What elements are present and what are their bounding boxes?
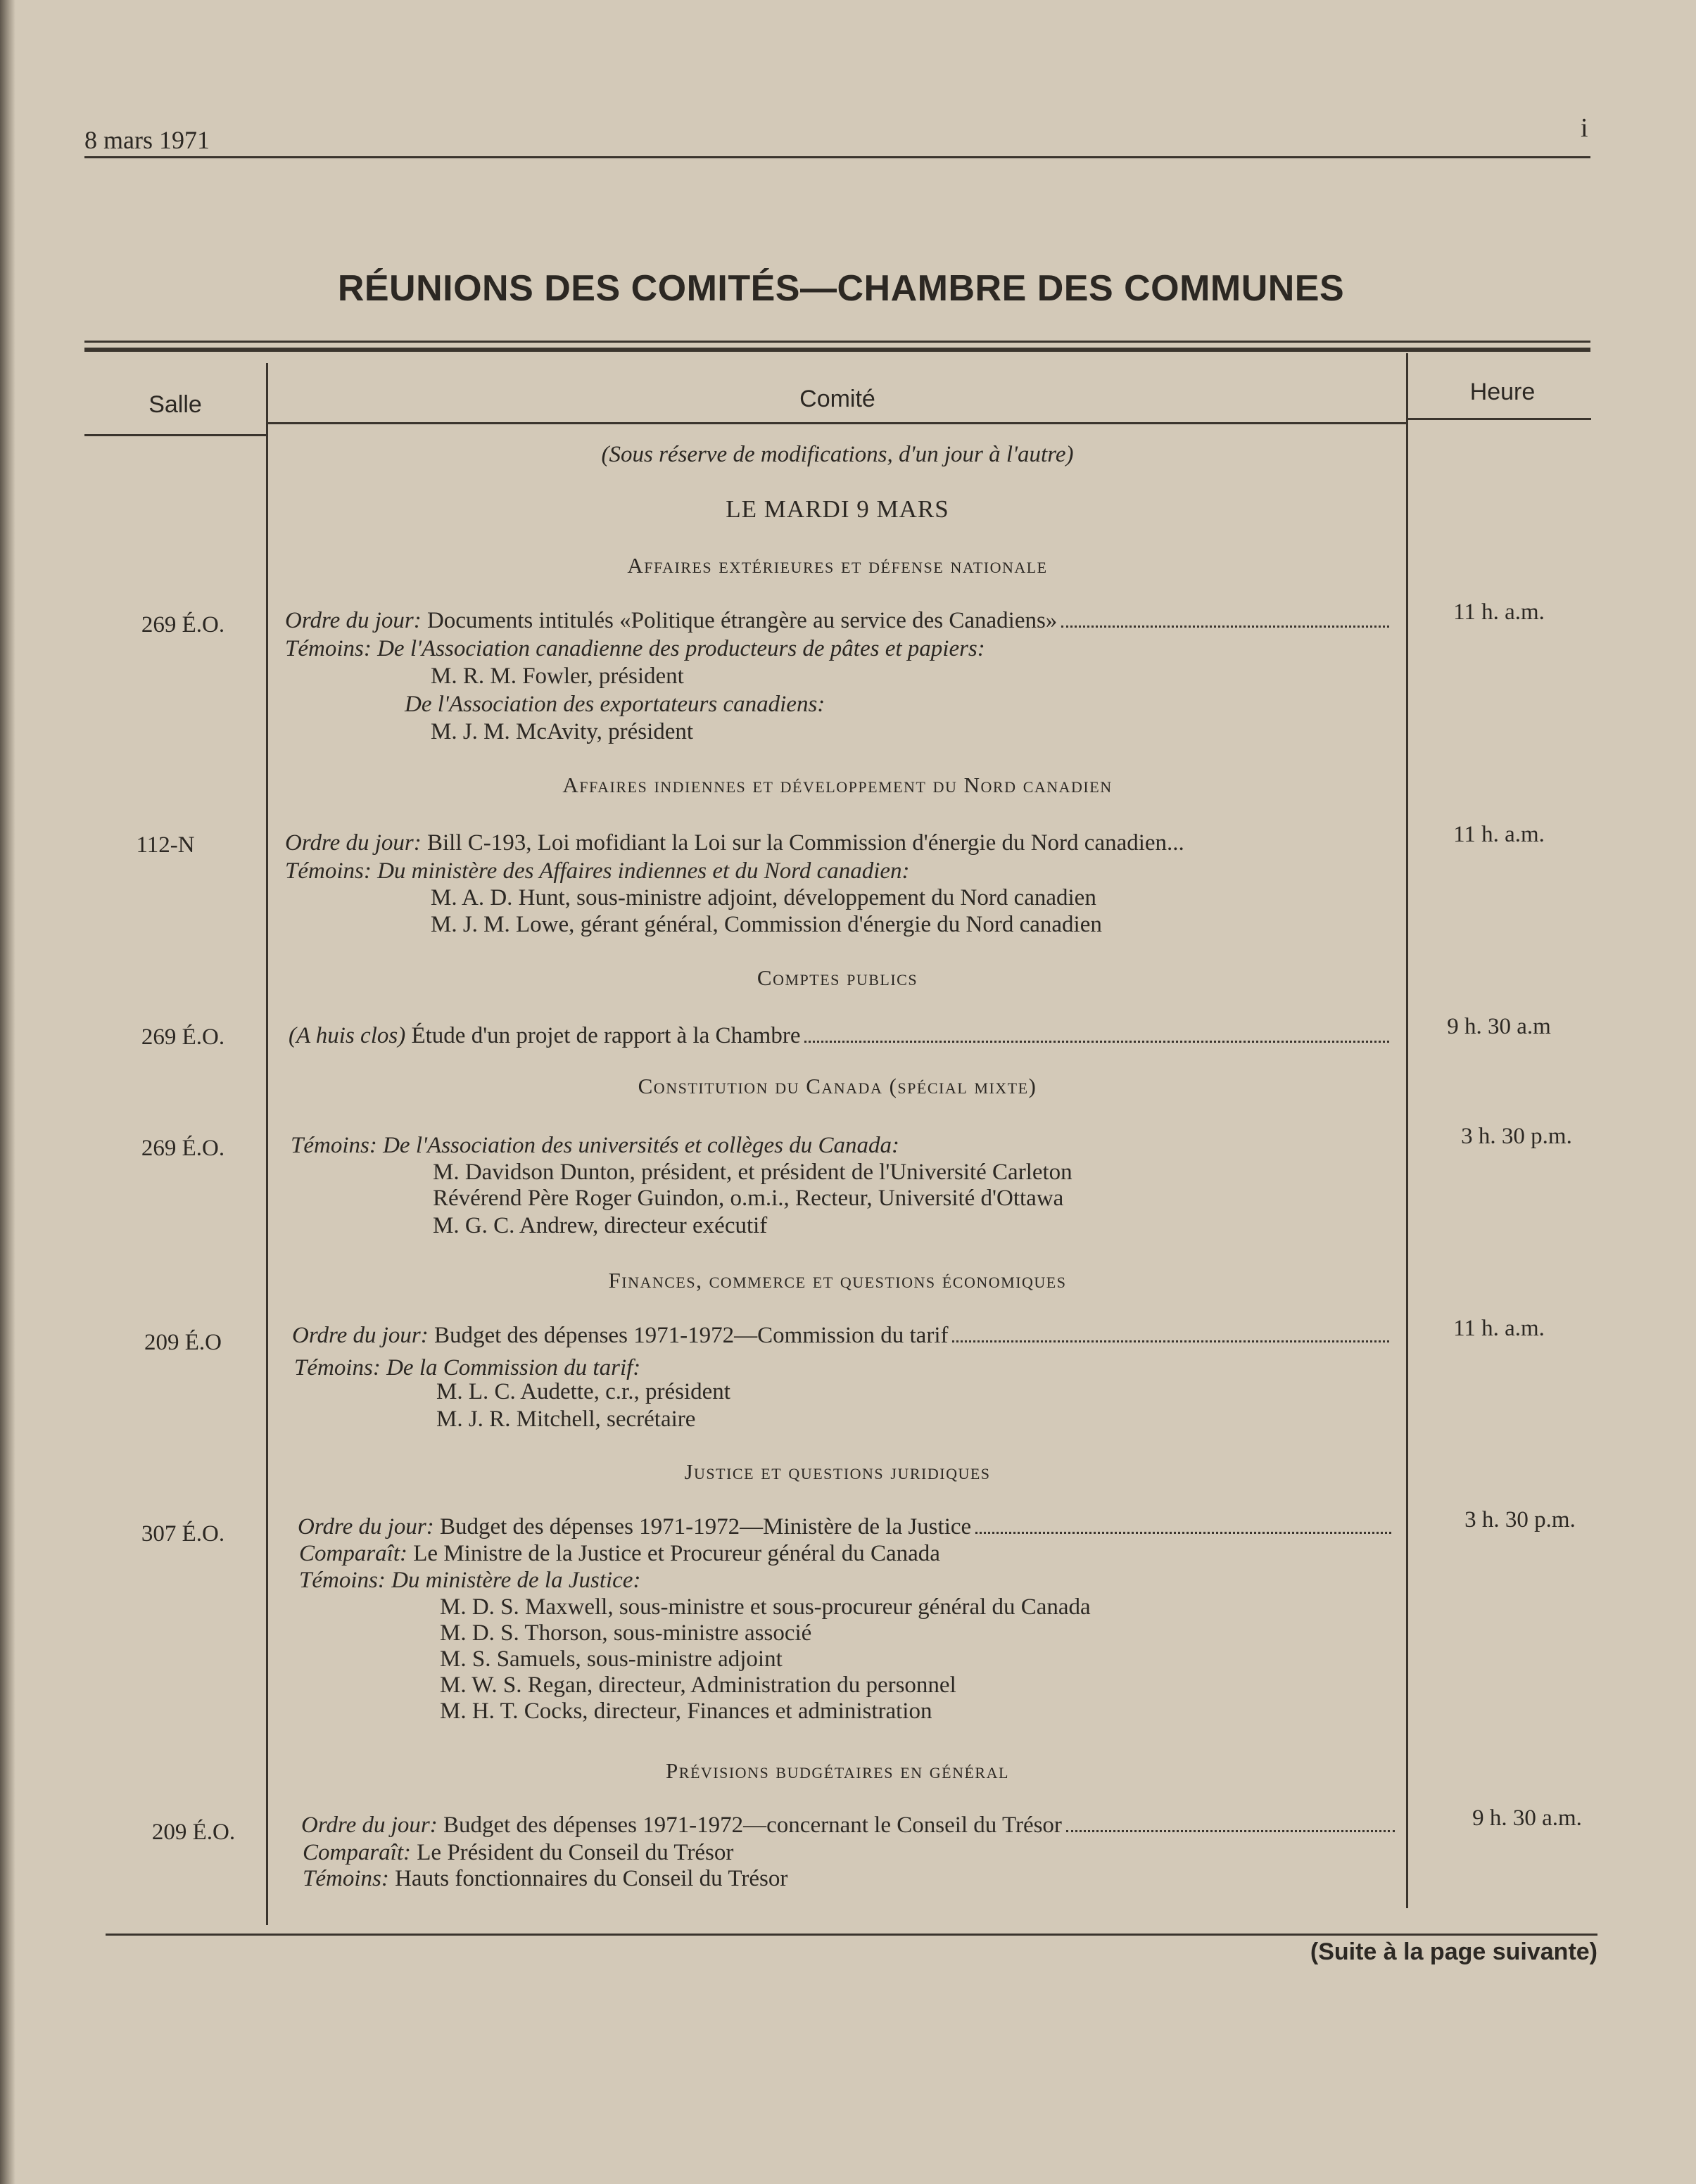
meeting-time: 11 h. a.m. [1453, 822, 1545, 847]
witness-name: M. J. R. Mitchell, secrétaire [436, 1407, 696, 1432]
schedule-note: (Sous réserve de modifications, d'un jour à l'autre) [601, 442, 1074, 467]
witness-org: De l'Association canadienne des producteurs de pâtes et papiers: [377, 636, 985, 661]
header-page-number: i [1581, 113, 1588, 143]
room-number: 269 É.O. [141, 612, 225, 637]
dot-leader [804, 1041, 1389, 1043]
meeting-time: 9 h. 30 a.m [1447, 1014, 1551, 1039]
witness-name: Révérend Père Roger Guindon, o.m.i., Recteur, Université d'Ottawa [433, 1186, 1064, 1211]
appearance-label: Comparaît: [299, 1541, 408, 1566]
dot-leader [975, 1532, 1391, 1534]
appearance-label: Comparaît: [303, 1840, 412, 1865]
committee-heading: Affaires indiennes et développement du Nord canadien [562, 773, 1113, 797]
committee-heading: Finances, commerce et questions économiques [608, 1268, 1067, 1293]
witness-name: M. R. M. Fowler, président [431, 664, 684, 689]
agenda-line [289, 1022, 1393, 1050]
witness-label: Témoins: [285, 858, 372, 884]
dot-leader [952, 1340, 1389, 1342]
witness-name: M. L. C. Audette, c.r., président [436, 1379, 730, 1404]
witness-label: Témoins: [294, 1355, 381, 1380]
committee-heading: Constitution du Canada (spécial mixte) [638, 1074, 1037, 1098]
appearance-line [303, 1839, 733, 1867]
witness-line [285, 857, 910, 885]
salle-header-rule [84, 434, 266, 436]
room-number: 209 É.O [144, 1330, 222, 1355]
header-rule [84, 156, 1590, 158]
room-number: 269 É.O. [141, 1024, 225, 1050]
heure-header-rule [1408, 418, 1591, 420]
agenda-line [292, 1321, 1393, 1350]
dot-leader [1061, 626, 1389, 628]
committee-heading: Justice et questions juridiques [684, 1459, 991, 1484]
committee-heading: Affaires extérieures et défense nationale [627, 553, 1048, 578]
witness-line [291, 1131, 899, 1160]
committee-heading: Comptes publics [757, 965, 918, 990]
agenda-text: Étude d'un projet de rapport à la Chambre [411, 1023, 801, 1048]
meeting-time: 11 h. a.m. [1453, 1316, 1545, 1341]
appearance-line [299, 1539, 940, 1568]
table-top-rule [84, 341, 1590, 343]
agenda-line [285, 829, 1184, 857]
witness-label: Témoins: [299, 1568, 386, 1593]
agenda-text: Budget des dépenses 1971-1972—concernant le Conseil du Trésor [443, 1812, 1062, 1838]
room-number: 307 É.O. [141, 1521, 225, 1547]
witness-org: Hauts fonctionnaires du Conseil du Trésor [395, 1866, 788, 1891]
agenda-label: (A huis clos) [289, 1023, 406, 1048]
committee-heading: Prévisions budgétaires en général [666, 1758, 1009, 1783]
agenda-line [285, 607, 1393, 635]
day-heading: LE MARDI 9 MARS [726, 495, 949, 523]
agenda-label: Ordre du jour: [285, 830, 422, 856]
room-number: 112-N [136, 832, 195, 858]
agenda-text: Budget des dépenses 1971-1972—Commission du tarif [434, 1323, 949, 1348]
column-header-heure: Heure [1469, 379, 1536, 405]
witness-line [303, 1865, 787, 1893]
witness-name: M. D. S. Thorson, sous-ministre associé [440, 1620, 812, 1646]
column-header-comite: Comité [799, 386, 875, 412]
witness-name: M. D. S. Maxwell, sous-ministre et sous-procureur général du Canada [440, 1594, 1091, 1620]
witness-org: De la Commission du tarif: [386, 1355, 641, 1380]
meeting-time: 9 h. 30 a.m. [1472, 1805, 1582, 1831]
table-bottom-rule [106, 1934, 1597, 1936]
column-header-salle: Salle [148, 391, 202, 418]
witness-name: M. G. C. Andrew, directeur exécutif [433, 1213, 768, 1238]
column-divider-right [1406, 353, 1408, 1908]
witness-label: Témoins: [285, 636, 372, 661]
room-number: 209 É.O. [151, 1820, 236, 1845]
appearance-text: Le Ministre de la Justice et Procureur général du Canada [413, 1541, 940, 1566]
witness-org: Du ministère de la Justice: [391, 1568, 641, 1593]
agenda-line [298, 1513, 1396, 1541]
witness-org: De l'Association des universités et collèges du Canada: [383, 1133, 899, 1158]
room-number: 269 É.O. [141, 1136, 225, 1161]
witness-name: M. J. M. Lowe, gérant général, Commission d'énergie du Nord canadien [431, 912, 1102, 937]
agenda-text: Documents intitulés «Politique étrangère au service des Canadiens» [426, 608, 1058, 633]
witness-name: M. A. D. Hunt, sous-ministre adjoint, développement du Nord canadien [431, 885, 1096, 910]
meeting-time: 3 h. 30 p.m. [1464, 1507, 1576, 1532]
witness-line [299, 1566, 640, 1594]
meeting-time: 3 h. 30 p.m. [1461, 1124, 1572, 1149]
witness-label: Témoins: [303, 1866, 389, 1891]
table-top-rule-2 [84, 348, 1590, 352]
continued-note: (Suite à la page suivante) [1310, 1938, 1597, 1965]
witness-name: M. H. T. Cocks, directeur, Finances et administration [440, 1699, 932, 1724]
page-title: RÉUNIONS DES COMITÉS—CHAMBRE DES COMMUNES [337, 268, 1345, 309]
agenda-label: Ordre du jour: [292, 1323, 429, 1348]
agenda-line [301, 1811, 1399, 1839]
appearance-text: Le Président du Conseil du Trésor [417, 1840, 734, 1865]
agenda-label: Ordre du jour: [285, 608, 422, 633]
witness-name: M. S. Samuels, sous-ministre adjoint [440, 1646, 783, 1672]
dot-leader [1066, 1830, 1395, 1832]
witness-org: De l'Association des exportateurs canadiens: [405, 692, 825, 717]
witness-label: Témoins: [291, 1133, 377, 1158]
agenda-label: Ordre du jour: [298, 1514, 434, 1539]
page-binding-edge [0, 0, 15, 2184]
header-date: 8 mars 1971 [84, 126, 210, 154]
column-divider-left [266, 363, 268, 1925]
witness-line [285, 635, 985, 663]
agenda-text: Budget des dépenses 1971-1972—Ministère de la Justice [439, 1514, 972, 1539]
witness-name: M. J. M. McAvity, président [431, 719, 694, 744]
agenda-label: Ordre du jour: [301, 1812, 438, 1838]
comite-header-rule [268, 422, 1406, 424]
meeting-time: 11 h. a.m. [1453, 599, 1545, 625]
witness-org: Du ministère des Affaires indiennes et du Nord canadien: [377, 858, 910, 884]
witness-name: M. W. S. Regan, directeur, Administration du personnel [440, 1672, 956, 1698]
witness-name: M. Davidson Dunton, président, et président de l'Université Carleton [433, 1160, 1072, 1185]
agenda-text: Bill C-193, Loi mofidiant la Loi sur la Commission d'énergie du Nord canadien... [426, 830, 1184, 856]
